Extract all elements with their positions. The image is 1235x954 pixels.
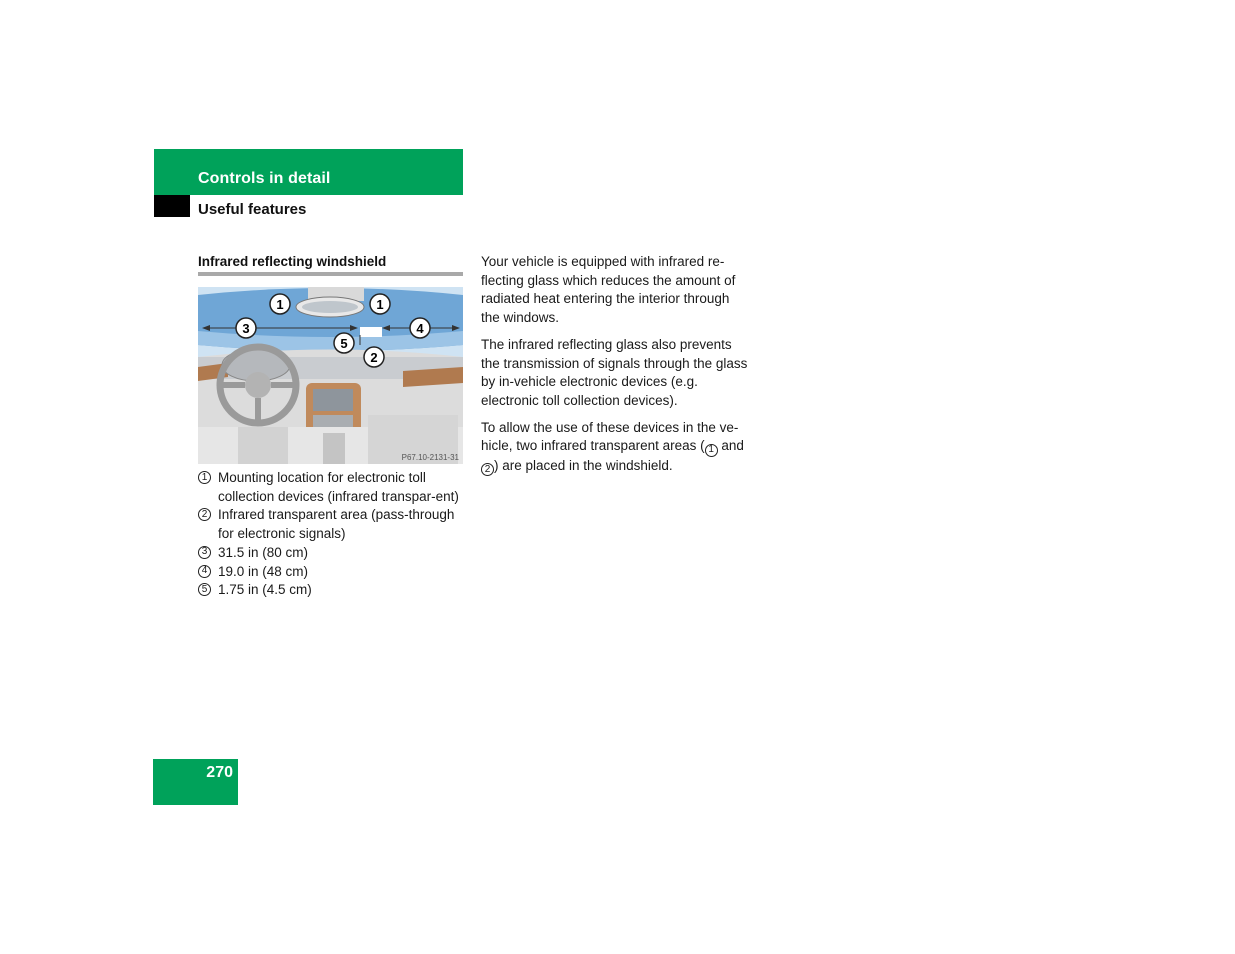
- page-number: 270: [206, 764, 233, 781]
- callout-3: [236, 318, 256, 338]
- caption-item: [198, 506, 468, 543]
- svg-text:5: 5: [340, 336, 348, 351]
- caption-text: 1.75 in (4.5 cm): [218, 582, 312, 598]
- svg-text:1: 1: [376, 297, 384, 312]
- body-text: [481, 253, 749, 484]
- paragraph-2: The infrared reflecting glass also prevents the transmission of signals through the glass by in-vehicle electronic devices (e.g. electronic toll collection devices).: [481, 336, 748, 408]
- section-marker: [154, 195, 190, 217]
- callout-1-right: [370, 294, 390, 314]
- paragraph-1: Your vehicle is equipped with infrared re-flecting glass which reduces the amount of radiated heat entering the interior through the windows.: [481, 254, 736, 326]
- caption-item: [198, 544, 468, 563]
- section-title: Useful features: [198, 201, 307, 218]
- caption-item: [198, 563, 468, 582]
- caption-number: 2: [198, 508, 211, 521]
- svg-text:2: 2: [370, 350, 378, 365]
- windshield-figure: [198, 287, 463, 464]
- inline-number: 1: [705, 444, 718, 457]
- svg-text:4: 4: [416, 321, 424, 336]
- caption-number: 1: [198, 471, 211, 484]
- callout-4: [410, 318, 430, 338]
- caption-text: 31.5 in (80 cm): [218, 544, 309, 560]
- callout-5: [334, 333, 354, 353]
- inline-number: 2: [481, 463, 494, 476]
- caption-item: [198, 469, 468, 506]
- caption-number: 4: [198, 565, 211, 578]
- caption-text: 19.0 in (48 cm): [218, 563, 309, 579]
- paragraph-3: To allow the use of these devices in the ve-hicle, two infrared transparent areas ( 1 and 2 ) are placed in the windshield.: [481, 419, 744, 475]
- caption-list: [198, 469, 468, 600]
- callout-2: [364, 347, 384, 367]
- caption-text: Infrared transparent area (pass-through for electronic signals): [218, 507, 455, 542]
- caption-number: 5: [198, 583, 211, 596]
- callout-1-left: [270, 294, 290, 314]
- chapter-title: Controls in detail: [198, 170, 331, 187]
- car-interior-illustration: [198, 287, 463, 464]
- caption-item: [198, 581, 468, 600]
- article-heading: Infrared reflecting windshield: [198, 254, 387, 269]
- svg-text:1: 1: [276, 297, 284, 312]
- caption-number: 3: [198, 546, 211, 559]
- svg-text:3: 3: [242, 321, 250, 336]
- heading-rule: [198, 272, 463, 276]
- caption-text: Mounting location for electronic toll collection devices (infrared transpar-ent): [218, 470, 459, 504]
- figure-code: P67.10-2131-31: [401, 453, 459, 462]
